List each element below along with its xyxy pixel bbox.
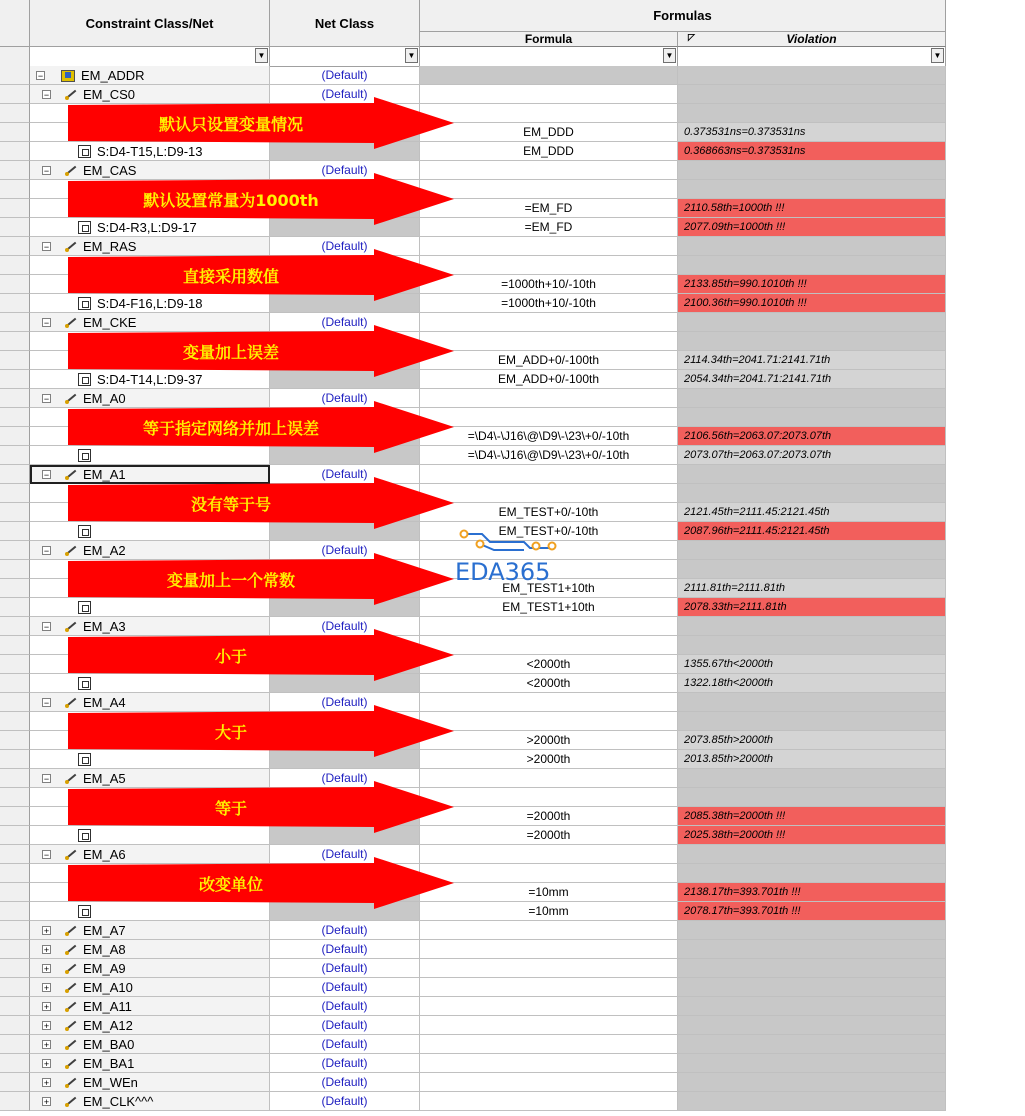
row-name-label: EM_CS0 <box>83 86 136 102</box>
chevron-down-icon[interactable]: ▼ <box>931 48 944 63</box>
formula-cell[interactable] <box>420 1073 678 1092</box>
row-header[interactable] <box>0 503 30 522</box>
chevron-down-icon[interactable]: ▼ <box>663 48 676 63</box>
row-header[interactable] <box>0 579 30 598</box>
formula-cell[interactable] <box>420 997 678 1016</box>
row-header[interactable] <box>0 750 30 769</box>
annotation-text: 默认设置常量为1000th <box>143 190 319 210</box>
row-header[interactable] <box>0 218 30 237</box>
row-header[interactable] <box>0 427 30 446</box>
row-header[interactable] <box>0 332 30 351</box>
violation-cell: 2085.38th=2000th !!! <box>678 807 946 826</box>
net-class-cell[interactable]: (Default) <box>270 1092 420 1111</box>
violation-cell: 2025.38th=2000th !!! <box>678 826 946 845</box>
net-class-cell[interactable]: (Default) <box>270 769 420 788</box>
violation-cell <box>678 1092 946 1111</box>
violation-cell <box>678 237 946 256</box>
violation-cell <box>678 180 946 199</box>
net-class-cell[interactable]: (Default) <box>270 617 420 636</box>
table-row-name[interactable] <box>30 1092 270 1111</box>
row-header[interactable] <box>0 161 30 180</box>
table-row-name[interactable] <box>30 940 270 959</box>
violation-cell <box>678 313 946 332</box>
violation-cell: 2100.36th=990.1010th !!! <box>678 294 946 313</box>
row-header[interactable] <box>0 731 30 750</box>
row-header[interactable] <box>0 104 30 123</box>
row-header[interactable] <box>0 1035 30 1054</box>
net-icon <box>65 1057 77 1069</box>
net-class-cell[interactable]: (Default) <box>270 313 420 332</box>
row-name-label: EM_CKE <box>83 314 137 330</box>
collapse-icon[interactable]: − <box>43 545 50 556</box>
net-class-cell[interactable]: (Default) <box>270 1016 420 1035</box>
net-class-cell[interactable]: (Default) <box>270 66 420 85</box>
violation-cell: 2133.85th=990.1010th !!! <box>678 275 946 294</box>
row-name-label: EM_WEn <box>83 1074 138 1090</box>
table-row-name[interactable] <box>30 978 270 997</box>
annotation-text: 等于指定网络并加上误差 <box>142 418 319 438</box>
violation-cell <box>678 921 946 940</box>
row-header[interactable] <box>0 1073 30 1092</box>
net-class-cell[interactable]: (Default) <box>270 465 420 484</box>
violation-cell: 0.368663ns=0.373531ns <box>678 142 946 161</box>
row-header[interactable] <box>0 978 30 997</box>
row-header[interactable] <box>0 484 30 503</box>
formula-cell[interactable] <box>420 1092 678 1111</box>
table-row-name[interactable] <box>30 1073 270 1092</box>
row-header[interactable] <box>0 598 30 617</box>
expand-icon[interactable]: + <box>43 982 50 993</box>
header-formula[interactable]: Formula <box>420 32 678 47</box>
violation-cell <box>678 617 946 636</box>
chevron-down-icon[interactable]: ▼ <box>405 48 418 63</box>
table-row-name[interactable] <box>30 997 270 1016</box>
row-name-label: EM_A8 <box>83 941 126 957</box>
row-header[interactable] <box>0 142 30 161</box>
annotation-text: 变量加上一个常数 <box>166 570 295 590</box>
row-header[interactable] <box>0 465 30 484</box>
violation-cell <box>678 978 946 997</box>
eda365-watermark <box>454 528 572 590</box>
formula-cell[interactable] <box>420 845 678 864</box>
net-icon <box>65 1019 77 1031</box>
row-header[interactable] <box>0 617 30 636</box>
formula-cell[interactable]: EM_DDD <box>420 142 678 161</box>
violation-cell <box>678 693 946 712</box>
row-header[interactable] <box>0 560 30 579</box>
row-name-label: EM_A0 <box>83 390 126 406</box>
net-class-cell[interactable]: (Default) <box>270 959 420 978</box>
violation-cell <box>678 940 946 959</box>
collapse-icon[interactable]: − <box>43 393 50 404</box>
formula-cell[interactable] <box>420 332 678 351</box>
row-header[interactable] <box>0 180 30 199</box>
net-class-cell[interactable]: (Default) <box>270 85 420 104</box>
bus-icon <box>59 68 75 82</box>
net-class-cell[interactable]: (Default) <box>270 978 420 997</box>
formula-cell[interactable] <box>420 1054 678 1073</box>
row-header[interactable] <box>0 389 30 408</box>
annotation-arrow <box>68 857 454 909</box>
collapse-icon[interactable]: − <box>43 165 50 176</box>
row-header[interactable] <box>0 1092 30 1111</box>
violation-cell: 2073.07th=2063.07:2073.07th <box>678 446 946 465</box>
net-class-cell[interactable]: (Default) <box>270 1054 420 1073</box>
formula-cell[interactable] <box>420 788 678 807</box>
watermark-text: EDA365 <box>455 558 551 586</box>
violation-cell <box>678 541 946 560</box>
violation-cell <box>678 465 946 484</box>
formula-cell[interactable] <box>420 256 678 275</box>
row-header[interactable] <box>0 655 30 674</box>
violation-cell <box>678 997 946 1016</box>
row-header[interactable] <box>0 883 30 902</box>
violation-cell: 2087.96th=2111.45:2121.45th <box>678 522 946 541</box>
row-name-label: EM_A3 <box>83 618 126 634</box>
row-name-label: EM_A2 <box>83 542 126 558</box>
row-name-label: S:D4-T14,L:D9-37 <box>97 371 203 387</box>
row-name-label: EM_A6 <box>83 846 126 862</box>
header-violation-label: Violation <box>786 32 837 46</box>
row-name-label: EM_A12 <box>83 1017 133 1033</box>
row-name-label: EM_A4 <box>83 694 126 710</box>
annotation-text: 没有等于号 <box>190 494 271 514</box>
annotation-arrow <box>68 401 454 453</box>
violation-cell: 1355.67th<2000th <box>678 655 946 674</box>
row-name-label: EM_A10 <box>83 979 133 995</box>
formula-cell[interactable] <box>420 959 678 978</box>
net-icon <box>65 1095 77 1107</box>
sort-indicator-icon: ◸ <box>688 32 695 42</box>
violation-cell <box>678 85 946 104</box>
formula-cell[interactable] <box>420 693 678 712</box>
violation-cell: 2078.17th=393.701th !!! <box>678 902 946 921</box>
row-header[interactable] <box>0 313 30 332</box>
expand-icon[interactable]: + <box>43 1077 50 1088</box>
formula-cell[interactable]: =\D4\-\J16\@\D9\-\23\+0/-10th <box>420 446 678 465</box>
violation-cell: 2013.85th>2000th <box>678 750 946 769</box>
annotation-text: 直接采用数值 <box>182 266 279 286</box>
row-name-label: EM_A7 <box>83 922 126 938</box>
violation-cell <box>678 1035 946 1054</box>
net-class-cell[interactable]: (Default) <box>270 389 420 408</box>
formula-cell[interactable] <box>420 161 678 180</box>
expand-icon[interactable]: + <box>43 1058 50 1069</box>
formula-cell[interactable] <box>420 769 678 788</box>
row-header[interactable] <box>0 636 30 655</box>
expand-icon[interactable]: + <box>43 1096 50 1107</box>
expand-icon[interactable]: + <box>43 944 50 955</box>
header-violation[interactable] <box>678 32 946 47</box>
formula-cell[interactable] <box>420 1035 678 1054</box>
formula-cell[interactable] <box>420 864 678 883</box>
formula-cell[interactable]: =EM_FD <box>420 218 678 237</box>
expand-icon[interactable]: + <box>43 963 50 974</box>
collapse-icon[interactable]: − <box>43 697 50 708</box>
row-name-label: EM_ADDR <box>81 67 145 83</box>
violation-cell <box>678 389 946 408</box>
violation-cell <box>678 788 946 807</box>
collapse-icon[interactable]: − <box>43 469 50 480</box>
row-name-label: EM_A1 <box>83 466 126 482</box>
net-icon <box>65 1076 77 1088</box>
row-header[interactable] <box>0 826 30 845</box>
table-row-name[interactable] <box>30 66 270 85</box>
table-row-name[interactable] <box>30 1035 270 1054</box>
annotation-text: 等于 <box>214 798 247 818</box>
violation-cell: 2111.81th=2111.81th <box>678 579 946 598</box>
row-name-label: EM_A9 <box>83 960 126 976</box>
row-header[interactable] <box>0 921 30 940</box>
collapse-icon[interactable]: − <box>43 89 50 100</box>
formula-cell[interactable]: EM_TEST1+10th <box>420 579 678 598</box>
annotation-arrow <box>68 629 454 681</box>
violation-cell: 2073.85th>2000th <box>678 731 946 750</box>
collapse-icon[interactable]: − <box>37 70 44 81</box>
violation-cell <box>678 864 946 883</box>
formula-cell[interactable]: EM_TEST1+10th <box>420 598 678 617</box>
annotation-arrow <box>68 173 454 225</box>
filter-corner <box>0 47 30 67</box>
table-row-name[interactable] <box>30 921 270 940</box>
violation-cell <box>678 959 946 978</box>
formula-cell[interactable] <box>420 921 678 940</box>
expand-icon[interactable]: + <box>43 1020 50 1031</box>
net-icon <box>65 1038 77 1050</box>
row-header[interactable] <box>0 674 30 693</box>
header-formulas: Formulas <box>420 0 946 32</box>
net-class-cell[interactable]: (Default) <box>270 161 420 180</box>
annotation-text: 改变单位 <box>198 874 263 894</box>
row-header[interactable] <box>0 864 30 883</box>
row-header[interactable] <box>0 940 30 959</box>
table-row-name[interactable] <box>30 1016 270 1035</box>
violation-cell: 1322.18th<2000th <box>678 674 946 693</box>
row-name-label: EM_CAS <box>83 162 137 178</box>
collapse-icon[interactable]: − <box>43 773 50 784</box>
annotation-arrow <box>68 781 454 833</box>
formula-cell[interactable] <box>420 180 678 199</box>
violation-cell <box>678 636 946 655</box>
formula-cell[interactable]: =10mm <box>420 883 678 902</box>
row-header[interactable] <box>0 712 30 731</box>
violation-cell: 2078.33th=2111.81th <box>678 598 946 617</box>
violation-cell: 2114.34th=2041.71:2141.71th <box>678 351 946 370</box>
filter-net-class[interactable] <box>270 47 420 67</box>
formula-cell[interactable]: EM_ADD+0/-100th <box>420 370 678 389</box>
formula-cell[interactable]: >2000th <box>420 731 678 750</box>
row-header[interactable] <box>0 85 30 104</box>
filter-formula[interactable] <box>420 47 678 67</box>
filter-constraint-class-net[interactable] <box>30 47 270 67</box>
violation-cell: 2054.34th=2041.71:2141.71th <box>678 370 946 389</box>
formula-cell[interactable] <box>420 389 678 408</box>
row-name-label: EM_RAS <box>83 238 137 254</box>
row-name-label: S:D4-R3,L:D9-17 <box>97 219 197 235</box>
violation-cell <box>678 66 946 85</box>
table-row-name[interactable] <box>30 959 270 978</box>
formula-cell[interactable]: =1000th+10/-10th <box>420 294 678 313</box>
net-icon <box>65 962 77 974</box>
row-header[interactable] <box>0 446 30 465</box>
annotation-text: 变量加上误差 <box>182 342 279 362</box>
row-header[interactable] <box>0 769 30 788</box>
formula-cell[interactable]: =1000th+10/-10th <box>420 275 678 294</box>
formula-cell[interactable] <box>420 104 678 123</box>
row-name-label: S:D4-F16,L:D9-18 <box>97 295 203 311</box>
annotation-arrow <box>68 249 454 301</box>
formula-cell[interactable] <box>420 408 678 427</box>
row-header[interactable] <box>0 66 30 85</box>
annotation-text: 大于 <box>214 722 247 742</box>
formula-cell[interactable] <box>420 617 678 636</box>
row-header[interactable] <box>0 370 30 389</box>
expand-icon[interactable]: + <box>43 1001 50 1012</box>
net-class-cell[interactable]: (Default) <box>270 541 420 560</box>
row-header[interactable] <box>0 351 30 370</box>
net-icon <box>65 943 77 955</box>
violation-cell: 2077.09th=1000th !!! <box>678 218 946 237</box>
violation-cell <box>678 1073 946 1092</box>
violation-cell: 2110.58th=1000th !!! <box>678 199 946 218</box>
violation-cell <box>678 1054 946 1073</box>
net-class-cell[interactable]: (Default) <box>270 1035 420 1054</box>
row-header[interactable] <box>0 959 30 978</box>
header-net-class[interactable]: Net Class <box>270 0 420 47</box>
net-class-cell[interactable]: (Default) <box>270 940 420 959</box>
formula-cell[interactable] <box>420 66 678 85</box>
formula-cell[interactable] <box>420 978 678 997</box>
net-icon <box>65 924 77 936</box>
row-name-label: EM_CLK^^^ <box>83 1093 154 1109</box>
row-header[interactable] <box>0 275 30 294</box>
formula-cell[interactable]: =EM_FD <box>420 199 678 218</box>
row-header[interactable] <box>0 237 30 256</box>
formula-cell[interactable]: =10mm <box>420 902 678 921</box>
net-class-cell[interactable]: (Default) <box>270 1073 420 1092</box>
expand-icon[interactable]: + <box>43 1039 50 1050</box>
formula-cell[interactable]: <2000th <box>420 655 678 674</box>
row-header[interactable] <box>0 199 30 218</box>
formula-cell[interactable]: EM_TEST+0/-10th <box>420 522 678 541</box>
net-class-cell[interactable]: (Default) <box>270 997 420 1016</box>
circuit-trace-icon <box>454 528 572 560</box>
row-name-label: EM_BA1 <box>83 1055 135 1071</box>
formula-cell[interactable]: =2000th <box>420 807 678 826</box>
annotation-arrow <box>68 553 454 605</box>
formula-cell[interactable]: >2000th <box>420 750 678 769</box>
annotation-text: 默认只设置变量情况 <box>158 114 303 134</box>
collapse-icon[interactable]: − <box>43 849 50 860</box>
violation-cell: 2121.45th=2111.45:2121.45th <box>678 503 946 522</box>
row-header[interactable] <box>0 256 30 275</box>
formula-cell[interactable]: EM_DDD <box>420 123 678 142</box>
formula-cell[interactable] <box>420 940 678 959</box>
violation-cell: 0.373531ns=0.373531ns <box>678 123 946 142</box>
row-header[interactable] <box>0 693 30 712</box>
net-class-cell[interactable]: (Default) <box>270 237 420 256</box>
violation-cell <box>678 769 946 788</box>
formula-cell[interactable] <box>420 237 678 256</box>
formula-cell[interactable]: EM_TEST+0/-10th <box>420 503 678 522</box>
row-header[interactable] <box>0 845 30 864</box>
row-name-label: EM_BA0 <box>83 1036 135 1052</box>
violation-cell <box>678 332 946 351</box>
net-class-cell[interactable]: (Default) <box>270 693 420 712</box>
annotation-arrow <box>68 477 454 529</box>
violation-cell <box>678 161 946 180</box>
row-header[interactable] <box>0 1054 30 1073</box>
violation-cell <box>678 256 946 275</box>
violation-cell <box>678 104 946 123</box>
violation-cell <box>678 1016 946 1035</box>
row-header[interactable] <box>0 541 30 560</box>
row-header[interactable] <box>0 788 30 807</box>
formula-cell[interactable] <box>420 1016 678 1035</box>
annotation-arrow <box>68 97 454 149</box>
violation-cell <box>678 712 946 731</box>
formula-cell[interactable] <box>420 712 678 731</box>
row-header[interactable] <box>0 522 30 541</box>
net-class-cell[interactable]: (Default) <box>270 845 420 864</box>
filter-violation[interactable] <box>678 47 946 67</box>
formula-cell[interactable] <box>420 636 678 655</box>
net-icon <box>65 981 77 993</box>
expand-icon[interactable]: + <box>43 925 50 936</box>
violation-cell <box>678 560 946 579</box>
collapse-icon[interactable]: − <box>43 241 50 252</box>
formula-cell[interactable] <box>420 85 678 104</box>
violation-cell <box>678 845 946 864</box>
formula-cell[interactable] <box>420 465 678 484</box>
formula-cell[interactable] <box>420 313 678 332</box>
annotation-arrow <box>68 325 454 377</box>
annotation-arrow <box>68 705 454 757</box>
corner-header <box>0 0 30 47</box>
table-row-name[interactable] <box>30 1054 270 1073</box>
row-name-label: EM_A11 <box>83 998 132 1014</box>
row-header[interactable] <box>0 408 30 427</box>
formula-cell[interactable]: =\D4\-\J16\@\D9\-\23\+0/-10th <box>420 427 678 446</box>
row-header[interactable] <box>0 1016 30 1035</box>
row-header[interactable] <box>0 902 30 921</box>
collapse-icon[interactable]: − <box>43 621 50 632</box>
violation-cell <box>678 408 946 427</box>
formula-cell[interactable]: <2000th <box>420 674 678 693</box>
row-header[interactable] <box>0 997 30 1016</box>
annotation-text: 小于 <box>214 646 247 666</box>
row-header[interactable] <box>0 807 30 826</box>
row-name-label: EM_A5 <box>83 770 126 786</box>
net-class-cell[interactable]: (Default) <box>270 921 420 940</box>
formula-cell[interactable]: =2000th <box>420 826 678 845</box>
row-header[interactable] <box>0 123 30 142</box>
net-icon <box>65 1000 77 1012</box>
row-header[interactable] <box>0 294 30 313</box>
violation-cell: 2138.17th=393.701th !!! <box>678 883 946 902</box>
violation-cell <box>678 484 946 503</box>
collapse-icon[interactable]: − <box>43 317 50 328</box>
formula-cell[interactable]: EM_ADD+0/-100th <box>420 351 678 370</box>
header-constraint-class-net[interactable]: Constraint Class/Net <box>30 0 270 47</box>
chevron-down-icon[interactable]: ▼ <box>255 48 268 63</box>
row-name-label: S:D4-T15,L:D9-13 <box>97 143 203 159</box>
formula-cell[interactable] <box>420 484 678 503</box>
violation-cell: 2106.56th=2063.07:2073.07th <box>678 427 946 446</box>
